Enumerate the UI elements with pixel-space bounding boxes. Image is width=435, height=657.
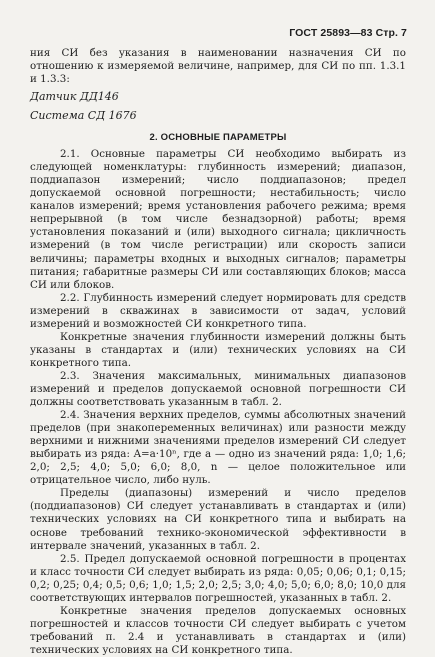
paragraph-2-1: 2.1. Основные параметры СИ необходимо выбирать из следующей номенклатуры: глубинность измерений; диапазон, поддиапазон измерений; число поддиапазонов; предел допускаемой основной погрешности; нестабильность; число каналов измерений; время установления рабочего режима; время непрерывной (в том числе безнадзорной) работы; время установления показаний и (или) выходного сигнала; цикличность измерений (в том числе регистрации) или скорость записи величины; параметры входных и выходных сигналов; параметры питания; габаритные размеры СИ или составляющих блоков; масса СИ или блоков.: [30, 148, 406, 291]
paragraph-2-2-continued: Конкретные значения глубинности измерений должны быть указаны в стандартах и (или) технических условиях на СИ конкретного типа.: [30, 330, 406, 369]
paragraph-2-5: 2.5. Предел допускаемой основной погрешности в процентах и класс точности СИ следует выбирать из ряда: 0,05; 0,06; 0,1; 0,15; 0,2; 0,25; 0,4; 0,5; 0,6; 1,0; 1,5; 2,0; 2,5; 3,0; 4,0; 5,0; 6,0; 8,0; 10,0 для соответствующих интервалов погрешностей, указанных в табл. 2.: [30, 552, 406, 604]
example-system: Система СД 1676: [30, 109, 137, 123]
paragraph-2-4-continued: Пределы (диапазоны) измерений и число пределов (поддиапазонов) СИ следует устанавливать в стандартах и (или) технических условиях на СИ конкретного типа и выбирать на основе требований технико-экономической эффективности в интервале значений, указанных в табл. 2.: [30, 487, 406, 552]
paragraph-2-3: 2.3. Значения максимальных, минимальных диапазонов измерений и пределов допускаемой основной погрешности СИ должны соответствовать указанным в табл. 2.: [30, 369, 406, 409]
page-content: [30, 47, 406, 657]
intro-paragraph: ния СИ без указания в наименовании назначения СИ по отношению к измеряемой величине, например, для СИ по пп. 1.3.1 и 1.3.3:: [30, 47, 406, 86]
page-header: ГОСТ 25893—83 Стр. 7: [289, 27, 407, 39]
paragraph-2-5-continued: Конкретные значения пределов допускаемых основных погрешностей и классов точности СИ следует выбирать с учетом требований п. 2.4 и устанавливать в стандартах и (или) технических условиях на СИ конкретного типа.: [30, 604, 406, 656]
example-sensor: Датчик ДД146: [30, 90, 119, 104]
paragraph-2-4: 2.4. Значения верхних пределов, суммы абсолютных значений пределов (при знакопеременных величинах) или разности между верхними и нижними значениями пределов измерений СИ следует выбирать из ряда: A=a·10ⁿ, где a — одно из значений ряда: 1,0; 1,6; 2,0; 2,5; 4,0; 5,0; 6,0; 8,0, n — целое положительное или отрицательное число, либо нуль.: [30, 409, 406, 487]
paragraph-2-2: 2.2. Глубинность измерений следует нормировать для средств измерений в скважинах в зависимости от задач, условий измерений и возможностей СИ конкретного типа.: [30, 291, 406, 330]
section-title: 2. ОСНОВНЫЕ ПАРАМЕТРЫ: [149, 132, 287, 144]
